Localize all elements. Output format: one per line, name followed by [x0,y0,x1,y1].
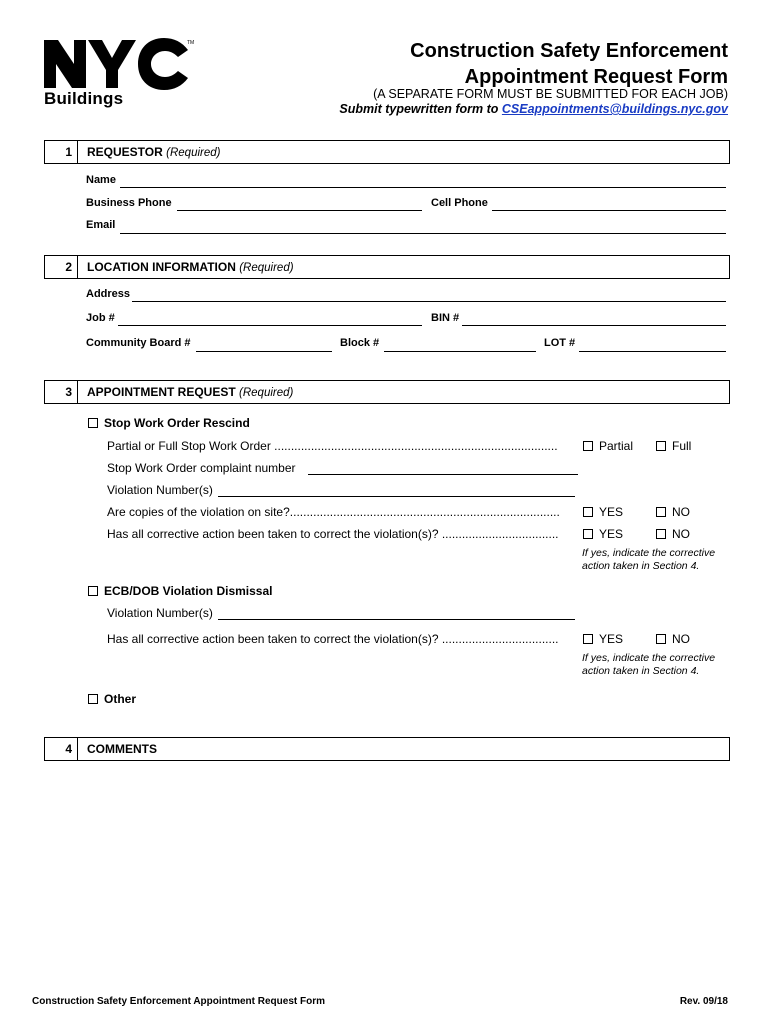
block-field[interactable] [384,351,536,352]
stop-work-option[interactable]: Stop Work Order Rescind [88,416,250,430]
other-option[interactable]: Other [88,692,136,706]
community-board-field[interactable] [196,351,332,352]
submit-email-link[interactable]: CSEappointments@buildings.nyc.gov [501,102,728,116]
corrective-no-checkbox[interactable] [656,529,666,539]
other-checkbox[interactable] [88,694,98,704]
footer-revision: Rev. 09/18 [679,996,728,1007]
logo-department: Buildings [44,89,124,108]
corrective-yes-option[interactable]: YES [583,527,623,541]
lot-field[interactable] [579,351,726,352]
ecb-corrective-note: If yes, indicate the corrective action taken in Section 4. [582,652,716,677]
corrective-yes-checkbox[interactable] [583,529,593,539]
business-phone-field[interactable] [177,210,422,211]
cell-phone-label: Cell Phone [431,197,488,209]
copies-on-site-question: Are copies of the violation on site?................................................................................. [107,505,560,519]
copies-yes-checkbox[interactable] [583,507,593,517]
footer-form-name: Construction Safety Enforcement Appointment Request Form [32,996,325,1007]
nyc-logo [44,38,195,90]
copies-no-option[interactable]: NO [656,505,690,519]
svg-text:TM: TM [187,40,195,46]
ecb-corrective-no-checkbox[interactable] [656,634,666,644]
community-board-label: Community Board # [86,337,191,349]
address-label: Address [86,288,131,300]
ecb-violation-numbers-label: Violation Number(s) [107,606,213,620]
name-label: Name [86,174,116,186]
violation-numbers-label: Violation Number(s) [107,483,213,497]
bin-label: BIN # [431,312,460,324]
lot-label: LOT # [544,337,576,349]
ecb-corrective-action-question: Has all corrective action been taken to correct the violation(s)? ................................... [107,632,559,646]
form-title: Construction Safety Enforcement Appointment Request Form [410,40,728,88]
corrective-note: If yes, indicate the corrective action taken in Section 4. [582,547,716,572]
section-2-header: 2 LOCATION INFORMATION (Required) [44,255,730,279]
cell-phone-field[interactable] [492,210,726,211]
ecb-dob-option[interactable]: ECB/DOB Violation Dismissal [88,584,273,598]
ecb-dob-checkbox[interactable] [88,586,98,596]
stop-work-checkbox[interactable] [88,418,98,428]
ecb-corrective-no-option[interactable]: NO [656,632,690,646]
violation-numbers-field[interactable] [218,496,575,497]
job-field[interactable] [118,325,422,326]
full-checkbox[interactable] [656,441,666,451]
copies-no-checkbox[interactable] [656,507,666,517]
complaint-number-field[interactable] [308,474,578,475]
business-phone-label: Business Phone [86,197,172,209]
section-3-header: 3 APPOINTMENT REQUEST (Required) [44,380,730,404]
partial-option[interactable]: Partial [583,439,633,453]
section-4-header: 4 COMMENTS [44,737,730,761]
submit-instructions: Submit typewritten form to CSEappointments@buildings.nyc.gov [339,102,728,116]
full-option[interactable]: Full [656,439,691,453]
block-label: Block # [340,337,380,349]
email-label: Email [86,219,116,231]
corrective-action-question: Has all corrective action been taken to correct the violation(s)? ................................... [107,527,559,541]
bin-field[interactable] [462,325,726,326]
ecb-corrective-yes-option[interactable]: YES [583,632,623,646]
partial-checkbox[interactable] [583,441,593,451]
partial-full-question: Partial or Full Stop Work Order ..................................................................................... [107,439,558,453]
ecb-violation-numbers-field[interactable] [218,619,575,620]
section-1-header: 1 REQUESTOR (Required) [44,140,730,164]
comments-area[interactable] [44,762,730,982]
copies-yes-option[interactable]: YES [583,505,623,519]
corrective-no-option[interactable]: NO [656,527,690,541]
form-subtitle: (A SEPARATE FORM MUST BE SUBMITTED FOR EACH JOB) [373,87,728,101]
address-field[interactable] [132,301,726,302]
complaint-number-label: Stop Work Order complaint number [107,461,296,475]
email-field[interactable] [120,233,726,234]
ecb-corrective-yes-checkbox[interactable] [583,634,593,644]
name-field[interactable] [120,187,726,188]
job-label: Job # [86,312,115,324]
